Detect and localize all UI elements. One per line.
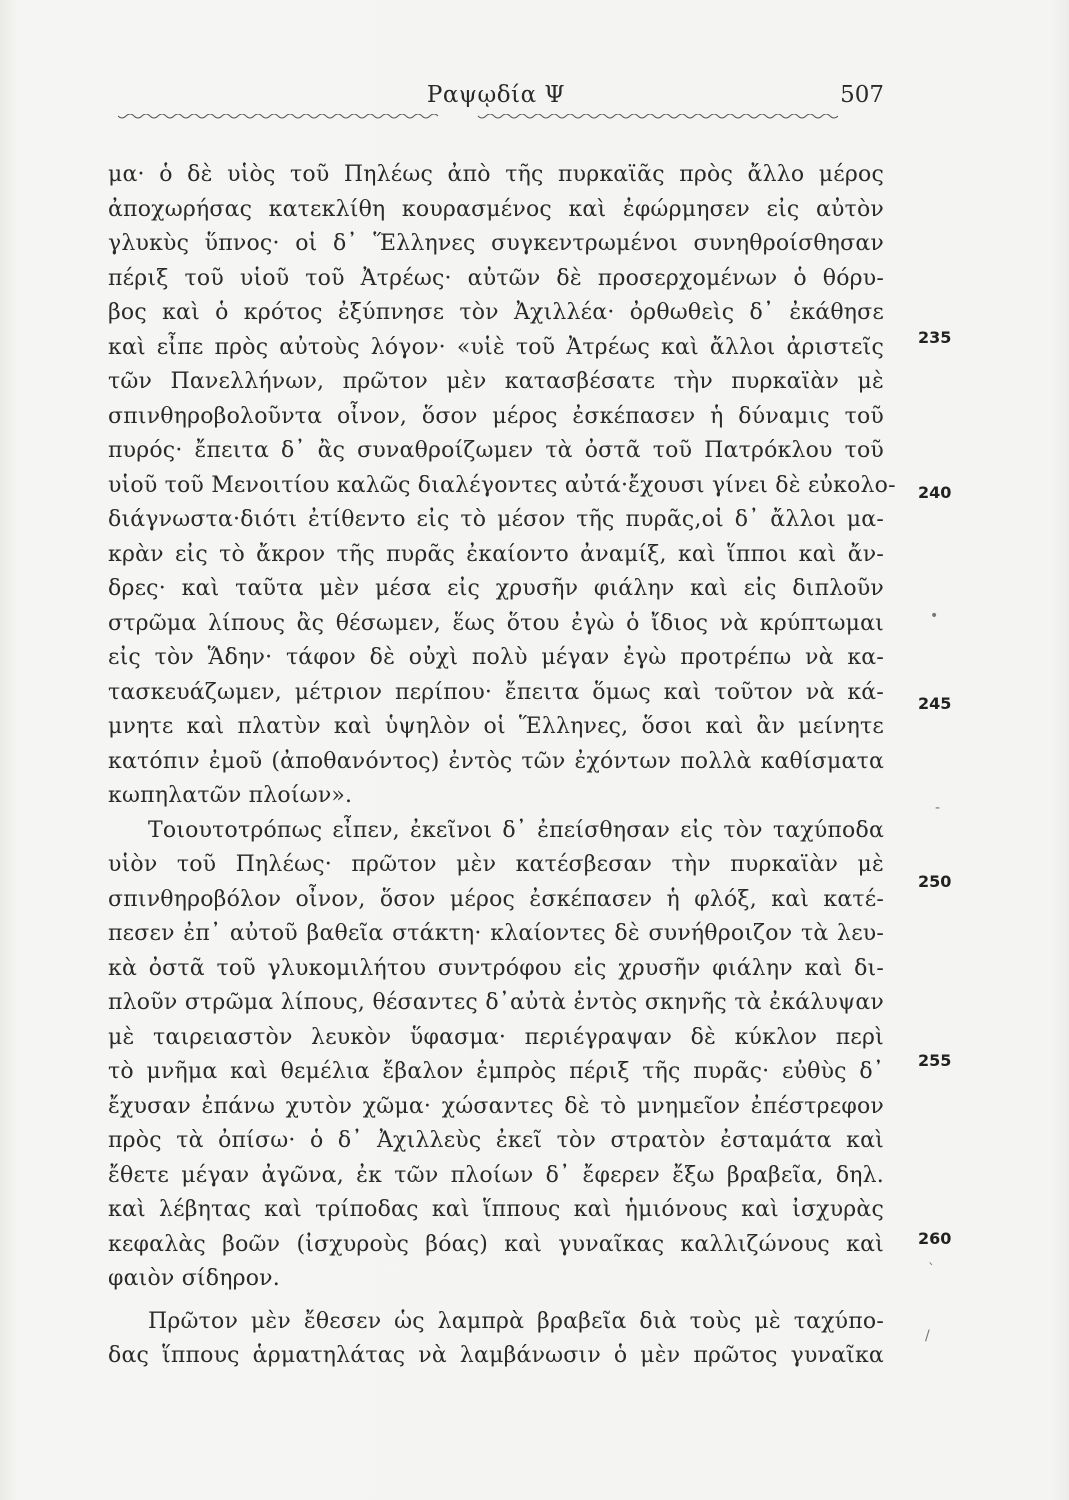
- paper-speck: -: [935, 800, 941, 816]
- text-line: τῶν Πανελλήνων, πρῶτον μὲν κατασβέσατε τὴν πυρκαϊὰν μὲ: [108, 369, 884, 394]
- paragraph-start-line: Πρῶτον μὲν ἔθεσεν ὡς λαμπρὰ βραβεῖα διὰ τοὺς μὲ ταχύπο-: [148, 1308, 884, 1334]
- text-line: μνητε καὶ πλατὺν καὶ ὑψηλὸν οἱ Ἕλληνες, ὅσοι καὶ ἂν μείνητε: [108, 714, 884, 739]
- header-wavy-rule: [118, 114, 838, 122]
- text-line: πεσεν ἐπ᾽ αὐτοῦ βαθεῖα στάκτη· κλαίοντες δὲ συνήθροιζον τὰ λευ-: [108, 921, 884, 946]
- page-header: [108, 82, 884, 116]
- line-number-marker: 250: [918, 872, 952, 891]
- text-line: σπινθηροβόλον οἶνον, ὅσον μέρος ἐσκέπασεν ἡ φλόξ, καὶ κατέ-: [108, 886, 884, 912]
- paper-speck: /: [925, 1328, 930, 1344]
- text-line: πέριξ τοῦ υἱοῦ τοῦ Ἀτρέως· αὐτῶν δὲ προσερχομένων ὁ θόρυ-: [108, 265, 884, 291]
- text-line: φαιὸν σίδηρον.: [108, 1266, 280, 1291]
- text-line: κεφαλὰς βοῶν (ἰσχυροὺς βόας) καὶ γυναῖκας καλλιζώνους καὶ: [108, 1231, 884, 1257]
- text-line: πρὸς τὰ ὀπίσω· ὁ δ᾽ Ἀχιλλεὺς ἐκεῖ τὸν στρατὸν ἐσταμάτα καὶ: [108, 1128, 884, 1153]
- paragraph-start-line: Τοιουτοτρόπως εἶπεν, ἐκεῖνοι δ᾽ ἐπείσθησαν εἰς τὸν ταχύποδα: [148, 817, 884, 843]
- line-number-marker: 235: [918, 328, 952, 347]
- body-text: [108, 158, 896, 1374]
- text-line: πυρός· ἔπειτα δ᾽ ἂς συναθροίζωμεν τὰ ὀστᾶ τοῦ Πατρόκλου τοῦ: [108, 438, 884, 463]
- text-line: καὶ εἶπε πρὸς αὐτοὺς λόγον· «υἱὲ τοῦ Ἀτρέως καὶ ἄλλοι ἀριστεῖς: [108, 334, 884, 360]
- text-line: γλυκὺς ὕπνος· οἱ δ᾽ Ἕλληνες συγκεντρωμένοι συνηθροίσθησαν: [108, 231, 884, 256]
- text-line: μὲ ταιρειαστὸν λευκὸν ὕφασμα· περιέγραψαν δὲ κύκλον περὶ: [108, 1024, 884, 1050]
- text-line: τὸ μνῆμα καὶ θεμέλια ἔβαλον ἐμπρὸς πέριξ τῆς πυρᾶς· εὐθὺς δ᾽: [108, 1059, 884, 1084]
- text-line: κωπηλατῶν πλοίων».: [108, 783, 353, 808]
- text-line: ἔθετε μέγαν ἀγῶνα, ἐκ τῶν πλοίων δ᾽ ἔφερεν ἔξω βραβεῖα, δηλ.: [108, 1162, 884, 1188]
- text-line: κατόπιν ἐμοῦ (ἀποθανόντος) ἐντὸς τῶν ἐχόντων πολλὰ καθίσματα: [108, 748, 884, 774]
- text-line: υἱοῦ τοῦ Μενοιτίου καλῶς διαλέγοντες αὐτά·ἔχουσι γίνει δὲ εὐκολο-: [108, 472, 896, 498]
- text-line: ἔχυσαν ἐπάνω χυτὸν χῶμα· χώσαντες δὲ τὸ μνημεῖον ἐπέστρεφον: [108, 1093, 884, 1119]
- text-line: μα· ὁ δὲ υἱὸς τοῦ Πηλέως ἀπὸ τῆς πυρκαϊᾶς πρὸς ἄλλο μέρος: [108, 162, 884, 187]
- page-number: 507: [840, 82, 884, 108]
- line-number-marker: 245: [918, 694, 952, 713]
- text-line: στρῶμα λίπους ἂς θέσωμεν, ἕως ὅτου ἐγὼ ὁ ἴδιος νὰ κρύπτωμαι: [108, 610, 884, 636]
- paper-speck: •: [930, 608, 939, 624]
- paper-speck: `: [928, 1262, 935, 1278]
- text-line: πλοῦν στρῶμα λίπους, θέσαντες δ᾽αὐτὰ ἐντὸς σκηνῆς τὰ ἐκάλυψαν: [108, 990, 884, 1015]
- running-title: Ραψῳδία Ψ: [426, 82, 566, 108]
- line-number-marker: 260: [918, 1229, 952, 1248]
- text-line: βος καὶ ὁ κρότος ἐξύπνησε τὸν Ἀχιλλέα· ὀρθωθεὶς δ᾽ ἐκάθησε: [108, 300, 884, 325]
- text-line: εἰς τὸν Ἅδην· τάφον δὲ οὐχὶ πολὺ μέγαν ἐγὼ προτρέπω νὰ κα-: [108, 645, 884, 670]
- text-line: υἱὸν τοῦ Πηλέως· πρῶτον μὲν κατέσβεσαν τὴν πυρκαϊὰν μὲ: [108, 852, 884, 877]
- text-line: σπινθηροβολοῦντα οἶνον, ὅσον μέρος ἐσκέπασεν ἡ δύναμις τοῦ: [108, 403, 884, 429]
- text-line: κὰ ὀστᾶ τοῦ γλυκομιλήτου συντρόφου εἰς χρυσῆν φιάλην καὶ δι-: [108, 955, 884, 981]
- text-line: δας ἵππους ἁρματηλάτας νὰ λαμβάνωσιν ὁ μὲν πρῶτος γυναῖκα: [108, 1343, 884, 1368]
- line-number-marker: 255: [918, 1051, 952, 1070]
- line-number-marker: 240: [918, 483, 952, 502]
- text-line: ἀποχωρήσας κατεκλίθη κουρασμένος καὶ ἐφώρμησεν εἰς αὐτὸν: [108, 196, 884, 222]
- text-line: κρὰν εἰς τὸ ἄκρον τῆς πυρᾶς ἐκαίοντο ἀναμίξ, καὶ ἵπποι καὶ ἄν-: [108, 541, 884, 567]
- text-line: καὶ λέβητας καὶ τρίποδας καὶ ἵππους καὶ ἡμιόνους καὶ ἰσχυρὰς: [108, 1197, 884, 1222]
- text-line: διάγνωστα·διότι ἐτίθεντο εἰς τὸ μέσον τῆς πυρᾶς,οἱ δ᾽ ἄλλοι μα-: [108, 507, 884, 532]
- text-line: δρες· καὶ ταῦτα μὲν μέσα εἰς χρυσῆν φιάλην καὶ εἰς διπλοῦν: [108, 576, 884, 601]
- text-line: τασκευάζωμεν, μέτριον περίπου· ἔπειτα ὅμως καὶ τοῦτον νὰ κά-: [108, 679, 884, 705]
